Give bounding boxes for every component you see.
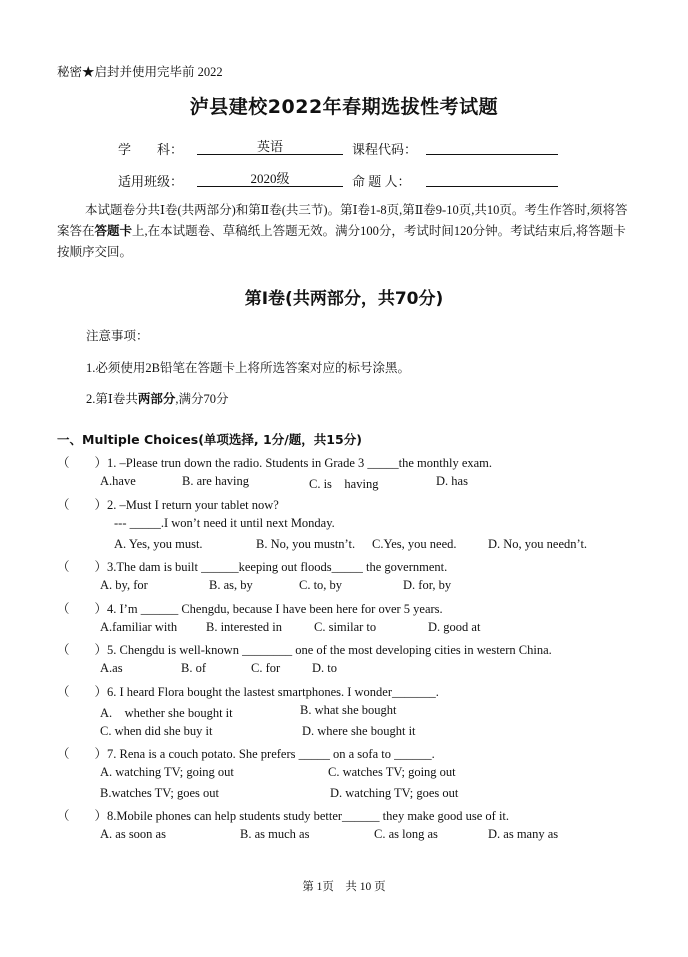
q7-option-b: B.watches TV; goes out xyxy=(100,786,219,800)
q8-option-c: C. as long as xyxy=(374,827,438,841)
exam-title: 泸县建校2022年春期选拔性考试题 xyxy=(189,96,499,118)
q3-option-d: D. for, by xyxy=(403,578,452,592)
q1-option-d: D. has xyxy=(436,474,468,488)
q5-option-c: C. for xyxy=(251,661,281,675)
q2-option-a: A. Yes, you must. xyxy=(114,537,203,551)
subject-field: 英语 xyxy=(197,136,343,155)
author-field xyxy=(426,168,558,187)
question-5: （ ）5. Chengdu is well-known ________ one of the most developing cities in western China. xyxy=(57,643,552,657)
q5-option-b: B. of xyxy=(181,661,206,675)
q4-option-a: A.familiar with xyxy=(100,620,178,634)
page-footer: 第 1页 共 10 页 xyxy=(302,881,386,893)
course-code-label: 课程代码： xyxy=(352,142,418,157)
course-code-field xyxy=(426,136,558,155)
q6-option-c: C. when did she buy it xyxy=(100,724,213,738)
q8-option-d: D. as many as xyxy=(488,827,559,841)
class-label: 适用班级： xyxy=(118,174,184,189)
question-6: （ ）6. I heard Flora bought the lastest smartphones. I wonder_______. xyxy=(57,685,439,699)
question-1: （ ）1. –Please trun down the radio. Students in Grade 3 _____the monthly exam. xyxy=(57,456,493,470)
q1-option-b: B. are having xyxy=(182,474,249,488)
class-field: 2020级 xyxy=(197,168,343,187)
author-label: 命 题 人： xyxy=(352,174,411,189)
question-3: （ ）3.The dam is built ______keeping out floods_____ the government. xyxy=(57,560,448,574)
q3-option-b: B. as, by xyxy=(209,578,253,592)
answer-sheet-emphasis: 答题卡 xyxy=(94,224,133,238)
q7-option-c: C. watches TV; going out xyxy=(328,765,456,779)
q8-option-a: A. as soon as xyxy=(100,827,166,841)
q3-option-c: C. to, by xyxy=(299,578,343,592)
exam-instructions: 本试题卷分共Ⅰ卷(共两部分)和第Ⅱ卷(共三节)。第Ⅰ卷1-8页,第Ⅱ卷9-10页,共10页。考生作答时,须将答案答在答题卡上,在本试题卷、草稿纸上答题无效。满分100分，考试时间120分钟。考试结束后,将答题卡按顺序交回。 xyxy=(57,203,628,259)
q2-dialogue-line: --- _____.I won’t need it until next Monday. xyxy=(114,516,335,530)
q1-option-c: C. is having xyxy=(309,477,379,491)
q7-option-a: A. watching TV; going out xyxy=(100,765,234,779)
question-7: （ ）7. Rena is a couch potato. She prefers _____ on a sofa to ______. xyxy=(57,747,435,761)
q2-option-c: C.Yes, you need. xyxy=(372,537,457,551)
part-one-title: 第Ⅰ卷(共两部分，共70分) xyxy=(244,289,444,309)
note-item-2: 2.第Ⅰ卷共两部分,满分70分 xyxy=(86,392,229,406)
q4-option-d: D. good at xyxy=(428,620,481,634)
q8-option-b: B. as much as xyxy=(240,827,310,841)
q5-option-d: D. to xyxy=(312,661,337,675)
question-8: （ ）8.Mobile phones can help students study better______ they make good use of it. xyxy=(57,809,510,823)
section-title: 一、Multiple Choices(单项选择, 1分/题，共15分) xyxy=(57,432,362,447)
q3-option-a: A. by, for xyxy=(100,578,148,592)
q2-option-b: B. No, you mustn’t. xyxy=(256,537,356,551)
q6-option-d: D. where she bought it xyxy=(302,724,416,738)
notes-heading: 注意事项： xyxy=(86,329,149,343)
q6-option-b: B. what she bought xyxy=(300,703,397,717)
q4-option-c: C. similar to xyxy=(314,620,377,634)
subject-label: 学 科： xyxy=(118,142,184,157)
q2-option-d: D. No, you needn’t. xyxy=(488,537,588,551)
q7-option-d: D. watching TV; goes out xyxy=(330,786,459,800)
q1-option-a: A.have xyxy=(100,474,136,488)
q4-option-b: B. interested in xyxy=(206,620,283,634)
q5-option-a: A.as xyxy=(100,661,123,675)
confidential-line: 秘密★启封并使用完毕前 2022 xyxy=(57,65,223,79)
q6-option-a: A. whether she bought it xyxy=(100,706,233,720)
question-2: （ ）2. –Must I return your tablet now? xyxy=(57,498,279,512)
note-item-1: 1.必须使用2B铅笔在答题卡上将所选答案对应的标号涂黑。 xyxy=(86,361,410,375)
question-4: （ ）4. I’m ______ Chengdu, because I have been here for over 5 years. xyxy=(57,602,443,616)
